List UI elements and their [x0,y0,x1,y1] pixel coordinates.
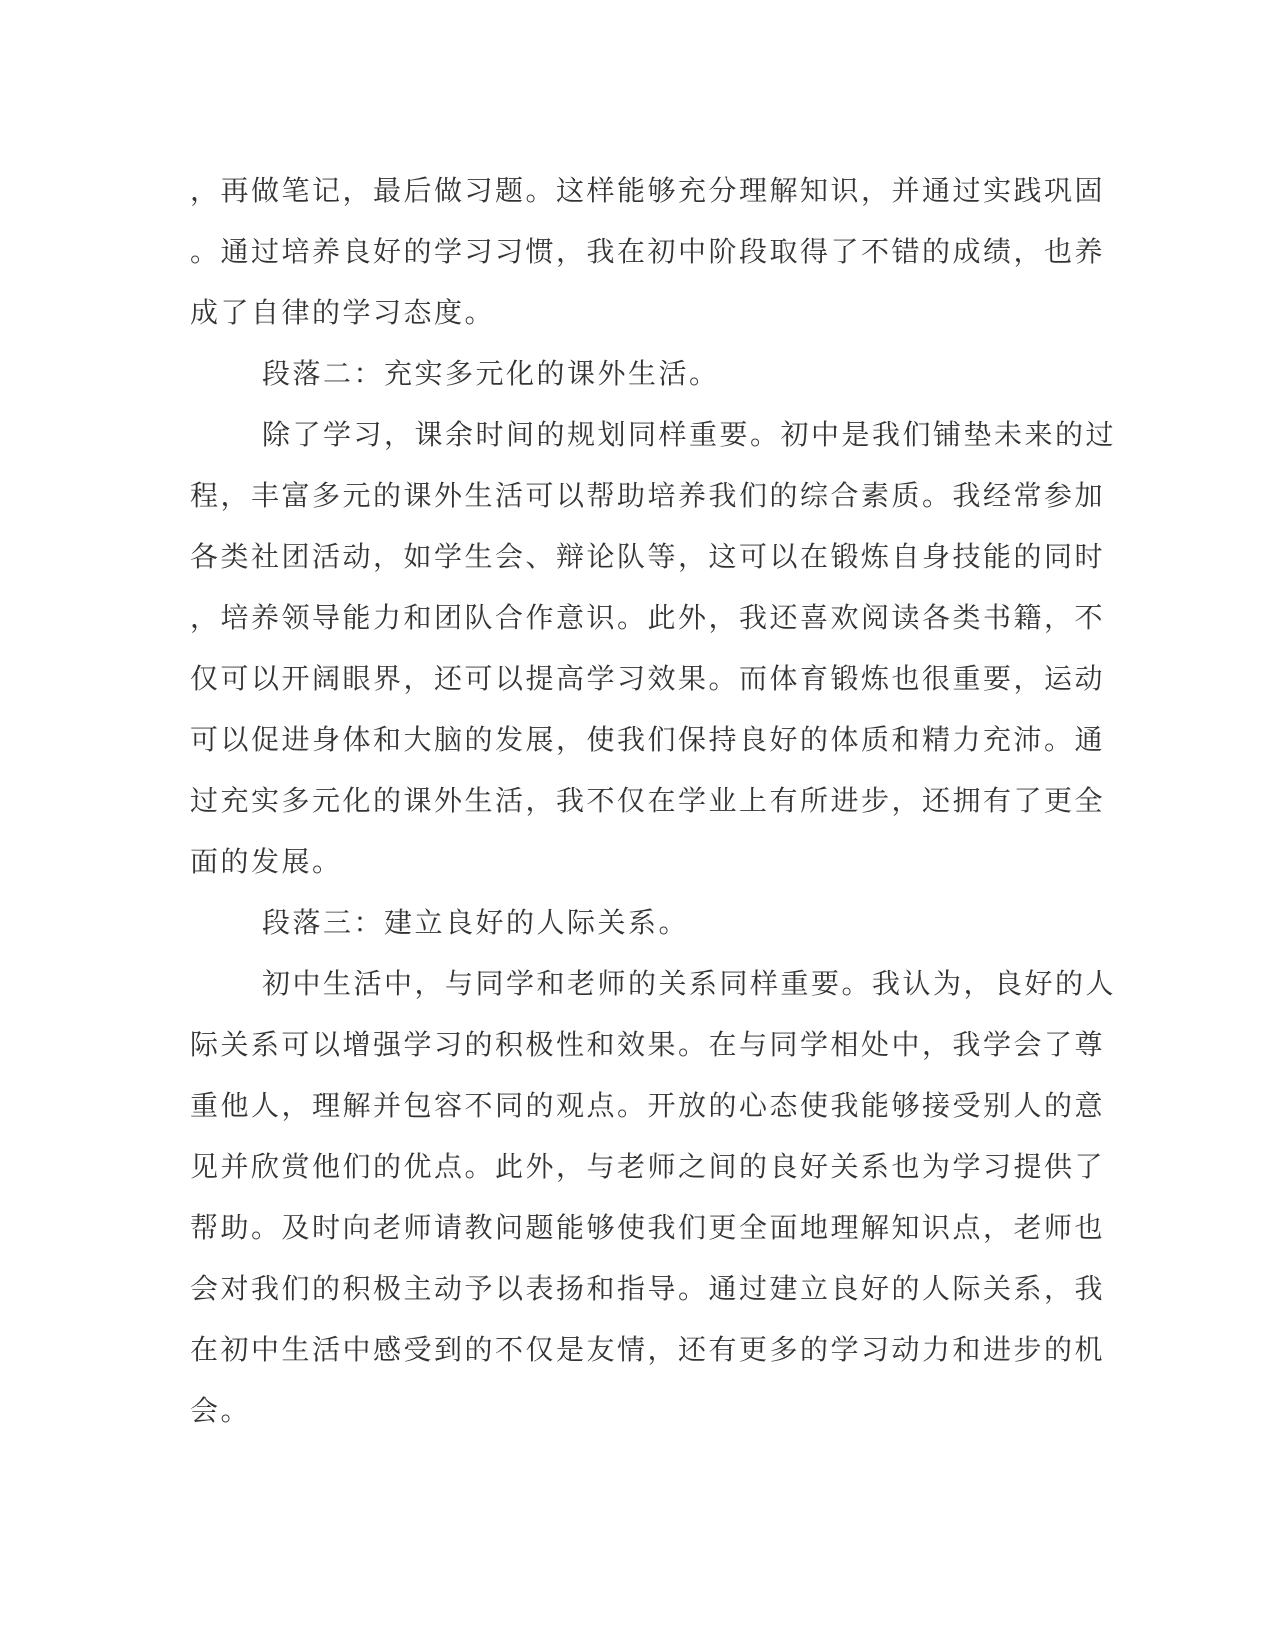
text-line: 会对我们的积极主动予以表扬和指导。通过建立良好的人际关系，我 [190,1272,1106,1305]
section-heading: 段落三：建立良好的人际关系。 [262,906,690,939]
text-line: 帮助。及时向老师请教问题能够使我们更全面地理解知识点，老师也 [190,1211,1106,1244]
text-line: 重他人，理解并包容不同的观点。开放的心态使我能够接受别人的意 [190,1089,1106,1122]
text-line: 在初中生活中感受到的不仅是友情，还有更多的学习动力和进步的机 [190,1333,1106,1366]
text-line: 成了自律的学习态度。 [190,296,496,329]
text-line: 会。 [190,1394,252,1427]
text-line: 程，丰富多元的课外生活可以帮助培养我们的综合素质。我经常参加 [190,479,1106,512]
text-line: 。通过培养良好的学习习惯，我在初中阶段取得了不错的成绩，也养 [190,235,1106,268]
text-line: 初中生活中，与同学和老师的关系同样重要。我认为，良好的人 [262,967,1117,1000]
text-line: 见并欣赏他们的优点。此外，与老师之间的良好关系也为学习提供了 [190,1150,1106,1183]
text-line: 可以促进身体和大脑的发展，使我们保持良好的体质和精力充沛。通 [190,723,1106,756]
text-line: 过充实多元化的课外生活，我不仅在学业上有所进步，还拥有了更全 [190,784,1106,817]
document-body [190,160,1117,1441]
text-line: 际关系可以增强学习的积极性和效果。在与同学相处中，我学会了尊 [190,1028,1106,1061]
text-line: ，培养领导能力和团队合作意识。此外，我还喜欢阅读各类书籍，不 [190,601,1106,634]
text-line: ，再做笔记，最后做习题。这样能够充分理解知识，并通过实践巩固 [190,174,1106,207]
text-line: 仅可以开阔眼界，还可以提高学习效果。而体育锻炼也很重要，运动 [190,662,1106,695]
text-line: 各类社团活动，如学生会、辩论队等，这可以在锻炼自身技能的同时 [190,540,1106,573]
section-heading: 段落二：充实多元化的课外生活。 [262,357,720,390]
text-line: 除了学习，课余时间的规划同样重要。初中是我们铺垫未来的过 [262,418,1117,451]
text-line: 面的发展。 [190,845,343,878]
